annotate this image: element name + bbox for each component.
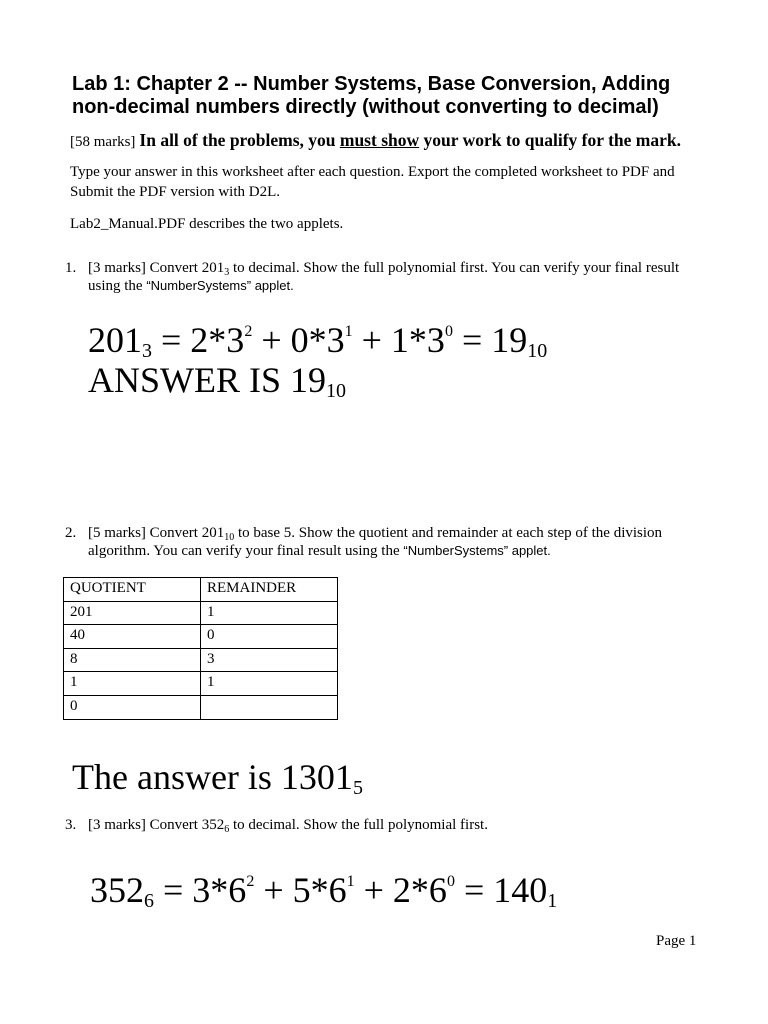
final-answer — [72, 757, 363, 797]
lab-title: Lab 1: Chapter 2 -- Number Systems, Base Conversion, Adding non-decimal numbers directly (without converting to decimal) — [72, 73, 671, 118]
remainder-header: REMAINDER — [201, 578, 338, 602]
instructions: Type your answer in this worksheet after each question. Export the completed worksheet to PDF and Submit the PDF version with D2L. — [70, 164, 675, 200]
page-number: Page 1 — [656, 933, 697, 949]
remainder-cell: 1 — [201, 672, 338, 696]
exponent: 1 — [344, 323, 353, 340]
prompt-text: to decimal. Show the full polynomial first. You can verify your final result using the — [88, 260, 680, 294]
exponent: 0 — [446, 873, 455, 890]
quotient-cell: 40 — [64, 625, 201, 649]
radix-subscript: 6 — [144, 890, 154, 912]
question-2-answer — [72, 757, 363, 797]
table-row — [64, 625, 338, 649]
exponent: 1 — [346, 873, 355, 890]
marks-intro — [70, 129, 681, 153]
number-base: 352 — [90, 870, 144, 910]
polynomial-expansion — [90, 870, 557, 910]
equation-result: = 19 — [452, 320, 528, 360]
answer-text: ANSWER IS 19 — [88, 360, 327, 400]
polynomial-term: + 2*6 — [354, 870, 447, 910]
quotient-cell: 201 — [64, 601, 201, 625]
question-1 — [65, 259, 700, 295]
answer-text: The answer is 1301 — [72, 757, 353, 797]
question-number: 1. — [65, 260, 77, 276]
polynomial-term: = 2*3 — [152, 320, 245, 360]
question-prompt — [88, 524, 700, 560]
radix-subscript: 1 — [547, 890, 558, 912]
table-row — [64, 601, 338, 625]
must-show-emphasis: must show — [339, 130, 420, 150]
total-marks: [58 marks] — [70, 134, 136, 150]
equation-result: = 140 — [454, 870, 548, 910]
radix-subscript: 6 — [224, 824, 230, 835]
remainder-cell: 1 — [201, 601, 338, 625]
prompt-text: to base 5. Show the quotient and remainder at each step of the division algorithm. You can verify your final result using the — [88, 525, 663, 559]
radix-subscript: 5 — [352, 777, 363, 799]
prompt-text: [3 marks] Convert 201 — [88, 260, 225, 276]
final-answer — [88, 360, 547, 400]
question-3 — [65, 816, 700, 834]
question-3-answer — [90, 870, 557, 910]
question-prompt — [88, 816, 700, 834]
applet-name: “NumberSystems” applet. — [146, 278, 294, 293]
radix-subscript: 10 — [326, 380, 347, 402]
polynomial-expansion — [88, 320, 547, 360]
exponent: 0 — [444, 323, 453, 340]
exponent: 2 — [244, 323, 253, 340]
requirement-text-start: In all of the problems, you — [139, 130, 340, 150]
table-row — [64, 648, 338, 672]
question-number: 2. — [65, 525, 77, 541]
question-2 — [65, 524, 700, 560]
polynomial-term: + 0*3 — [252, 320, 345, 360]
quotient-cell: 0 — [64, 695, 201, 719]
radix-subscript: 3 — [224, 267, 230, 278]
polynomial-term: = 3*6 — [154, 870, 247, 910]
requirement-text-end: your work to qualify for the mark. — [419, 130, 681, 150]
quotient-header: QUOTIENT — [64, 578, 201, 602]
quotient-cell: 1 — [64, 672, 201, 696]
table-header-row — [64, 578, 338, 602]
question-1-answer — [88, 320, 547, 400]
number-base: 201 — [88, 320, 142, 360]
manual-note: Lab2_Manual.PDF describes the two applets. — [70, 216, 344, 232]
radix-subscript: 10 — [224, 532, 235, 543]
question-prompt — [88, 259, 700, 295]
prompt-text: to decimal. Show the full polynomial first. — [229, 817, 488, 833]
table-row — [64, 695, 338, 719]
quotient-cell: 8 — [64, 648, 201, 672]
exponent: 2 — [246, 873, 255, 890]
quotient-remainder-table — [63, 577, 338, 720]
remainder-cell — [201, 695, 338, 719]
remainder-cell: 0 — [201, 625, 338, 649]
radix-subscript: 3 — [142, 340, 152, 362]
remainder-cell: 3 — [201, 648, 338, 672]
prompt-text: [3 marks] Convert 352 — [88, 817, 225, 833]
radix-subscript: 10 — [527, 340, 548, 362]
work-requirement — [139, 130, 681, 150]
polynomial-term: + 1*3 — [352, 320, 445, 360]
applet-name: “NumberSystems” applet. — [403, 543, 551, 558]
polynomial-term: + 5*6 — [254, 870, 347, 910]
table-row — [64, 672, 338, 696]
question-number: 3. — [65, 817, 77, 833]
prompt-text: [5 marks] Convert 201 — [88, 525, 225, 541]
